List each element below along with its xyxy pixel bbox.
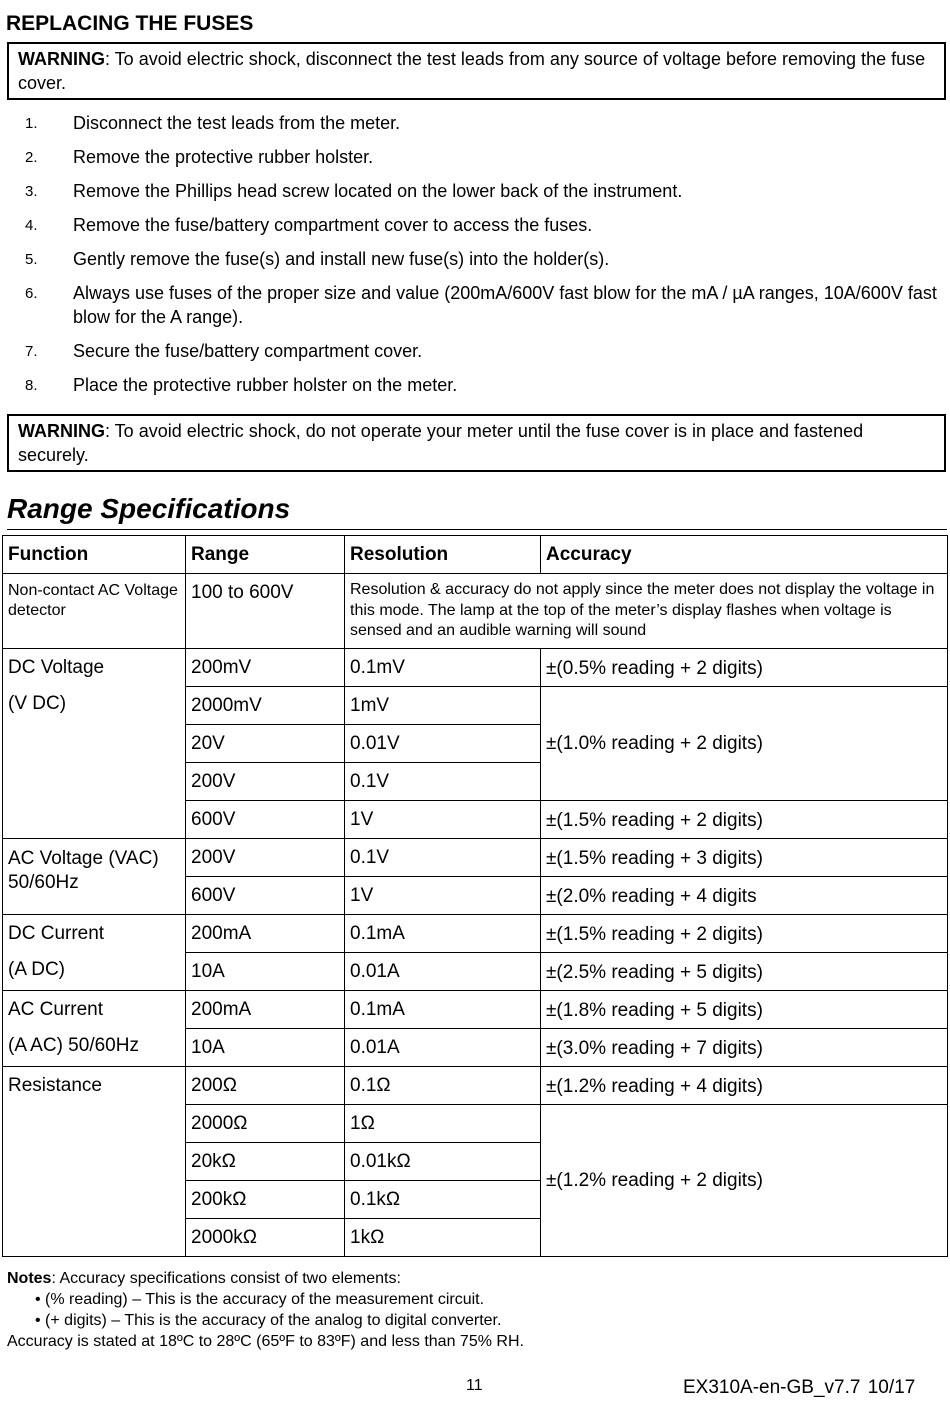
resolution-cell: 0.1V xyxy=(345,763,541,801)
range-cell: 200Ω xyxy=(186,1067,345,1105)
notes-intro xyxy=(7,1268,524,1289)
step-text: Gently remove the fuse(s) and install new fuse(s) into the holder(s). xyxy=(73,249,610,269)
accuracy-cell: ±(3.0% reading + 7 digits) xyxy=(541,1029,948,1067)
notes-conditions: Accuracy is stated at 18ºC to 28ºC (65ºF to 83ºF) and less than 75% RH. xyxy=(7,1333,524,1350)
warning-box-operate xyxy=(7,414,946,472)
range-cell: 200V xyxy=(186,839,345,877)
resolution-cell: 0.1mV xyxy=(345,649,541,687)
accuracy-cell: ±(2.5% reading + 5 digits) xyxy=(541,953,948,991)
header-range: Range xyxy=(186,536,345,574)
resolution-cell: 1Ω xyxy=(345,1105,541,1143)
range-specifications-table xyxy=(2,535,948,1257)
list-item xyxy=(0,111,950,135)
accuracy-cell: ±(0.5% reading + 2 digits) xyxy=(541,649,948,687)
resolution-cell: 0.1Ω xyxy=(345,1067,541,1105)
range-cell: 100 to 600V xyxy=(186,574,345,649)
range-cell: 20kΩ xyxy=(186,1143,345,1181)
table-row xyxy=(3,839,948,877)
function-unit: (A DC) xyxy=(8,959,65,980)
range-cell: 2000mV xyxy=(186,687,345,725)
list-item xyxy=(0,247,950,271)
warning-box-fuse-cover xyxy=(7,42,946,100)
function-label: DC Voltage xyxy=(8,657,105,678)
list-item xyxy=(0,373,950,397)
list-item xyxy=(0,281,950,329)
resolution-cell: 1kΩ xyxy=(345,1219,541,1257)
accuracy-cell: ±(1.2% reading + 4 digits) xyxy=(541,1067,948,1105)
resolution-cell: 1mV xyxy=(345,687,541,725)
warning-text: : To avoid electric shock, do not operate your meter until the fuse cover is in place and fastened securely. xyxy=(18,421,864,465)
accuracy-cell: ±(1.0% reading + 2 digits) xyxy=(541,687,948,801)
table-row xyxy=(3,649,948,687)
accuracy-cell: ±(2.0% reading + 4 digits xyxy=(541,877,948,915)
step-text: Remove the protective rubber holster. xyxy=(73,147,374,167)
notes-bullet: • (+ digits) – This is the accuracy of the analog to digital converter. xyxy=(35,1312,502,1329)
resolution-cell: 0.1kΩ xyxy=(345,1181,541,1219)
resolution-cell: 0.01A xyxy=(345,1029,541,1067)
step-number: 7. xyxy=(25,343,38,360)
function-label: AC Current xyxy=(8,999,104,1020)
table-row xyxy=(3,1067,948,1105)
noncontact-note-cell: Resolution & accuracy do not apply since the meter does not display the voltage in this mode. The lamp at the top of the meter’s display flashes when voltage is sensed and an audible warning will sound xyxy=(345,574,948,649)
notes-section xyxy=(7,1268,524,1352)
resolution-cell: 0.1mA xyxy=(345,991,541,1029)
warning-label: WARNING xyxy=(18,49,105,69)
step-number: 3. xyxy=(25,183,38,200)
warning-label: WARNING xyxy=(18,421,105,441)
range-cell: 600V xyxy=(186,877,345,915)
fuse-replacement-steps xyxy=(0,111,950,407)
step-number: 5. xyxy=(25,251,38,268)
list-item xyxy=(0,339,950,363)
range-cell: 200kΩ xyxy=(186,1181,345,1219)
function-cell: Resistance xyxy=(3,1067,186,1257)
accuracy-cell: ±(1.8% reading + 5 digits) xyxy=(541,991,948,1029)
accuracy-cell: ±(1.5% reading + 3 digits) xyxy=(541,839,948,877)
range-cell: 200mA xyxy=(186,991,345,1029)
resolution-cell: 1V xyxy=(345,801,541,839)
resolution-cell: 1V xyxy=(345,877,541,915)
step-number: 4. xyxy=(25,217,38,234)
step-text: Disconnect the test leads from the meter. xyxy=(73,113,401,133)
header-resolution: Resolution xyxy=(345,536,541,574)
resolution-cell: 0.01kΩ xyxy=(345,1143,541,1181)
step-text: Secure the fuse/battery compartment cover. xyxy=(73,341,423,361)
step-number: 1. xyxy=(25,115,38,132)
list-item xyxy=(0,179,950,203)
range-cell: 2000Ω xyxy=(186,1105,345,1143)
table-header-row xyxy=(3,536,948,574)
table-row xyxy=(3,991,948,1029)
step-text: Always use fuses of the proper size and value (200mA/600V fast blow for the mA / µA ranges, 10A/600V fast blow for the A range). xyxy=(73,283,937,327)
function-cell xyxy=(3,649,186,839)
function-cell xyxy=(3,915,186,991)
range-cell: 200mV xyxy=(186,649,345,687)
resolution-cell: 0.01V xyxy=(345,725,541,763)
function-unit: (V DC) xyxy=(8,693,67,714)
range-cell: 2000kΩ xyxy=(186,1219,345,1257)
page-title: REPLACING THE FUSES xyxy=(6,12,254,35)
warning-text: : To avoid electric shock, disconnect the test leads from any source of voltage before removing the fuse cover. xyxy=(18,49,926,93)
function-cell: AC Voltage (VAC) 50/60Hz xyxy=(3,839,186,915)
step-number: 6. xyxy=(25,285,38,302)
resolution-cell: 0.01A xyxy=(345,953,541,991)
step-number: 2. xyxy=(25,149,38,166)
table-row xyxy=(3,574,948,649)
step-text: Remove the fuse/battery compartment cover to access the fuses. xyxy=(73,215,593,235)
header-accuracy: Accuracy xyxy=(541,536,948,574)
function-label: DC Current xyxy=(8,923,105,944)
section-title: Range Specifications xyxy=(7,493,291,524)
range-cell: 20V xyxy=(186,725,345,763)
range-cell: 200mA xyxy=(186,915,345,953)
accuracy-cell: ±(1.5% reading + 2 digits) xyxy=(541,801,948,839)
resolution-cell: 0.1mA xyxy=(345,915,541,953)
accuracy-cell: ±(1.5% reading + 2 digits) xyxy=(541,915,948,953)
range-cell: 200V xyxy=(186,763,345,801)
list-item xyxy=(0,145,950,169)
notes-intro-text: : Accuracy specifications consist of two elements: xyxy=(51,1270,401,1287)
document-footer: EX310A-en-GB_v7.7 10/17 xyxy=(683,1377,916,1398)
accuracy-cell: ±(1.2% reading + 2 digits) xyxy=(541,1105,948,1257)
range-cell: 600V xyxy=(186,801,345,839)
header-function: Function xyxy=(3,536,186,574)
table-row xyxy=(3,915,948,953)
range-cell: 10A xyxy=(186,953,345,991)
resolution-cell: 0.1V xyxy=(345,839,541,877)
page-number: 11 xyxy=(466,1377,483,1394)
step-number: 8. xyxy=(25,377,38,394)
function-cell: Non-contact AC Voltage detector xyxy=(3,574,186,649)
notes-bullet: • (% reading) – This is the accuracy of the measurement circuit. xyxy=(35,1291,485,1308)
function-unit: (A AC) 50/60Hz xyxy=(8,1035,139,1056)
step-text: Remove the Phillips head screw located on the lower back of the instrument. xyxy=(73,181,683,201)
range-cell: 10A xyxy=(186,1029,345,1067)
section-divider xyxy=(7,529,947,530)
list-item xyxy=(0,213,950,237)
function-cell xyxy=(3,991,186,1067)
notes-label: Notes xyxy=(7,1270,52,1287)
step-text: Place the protective rubber holster on the meter. xyxy=(73,375,458,395)
